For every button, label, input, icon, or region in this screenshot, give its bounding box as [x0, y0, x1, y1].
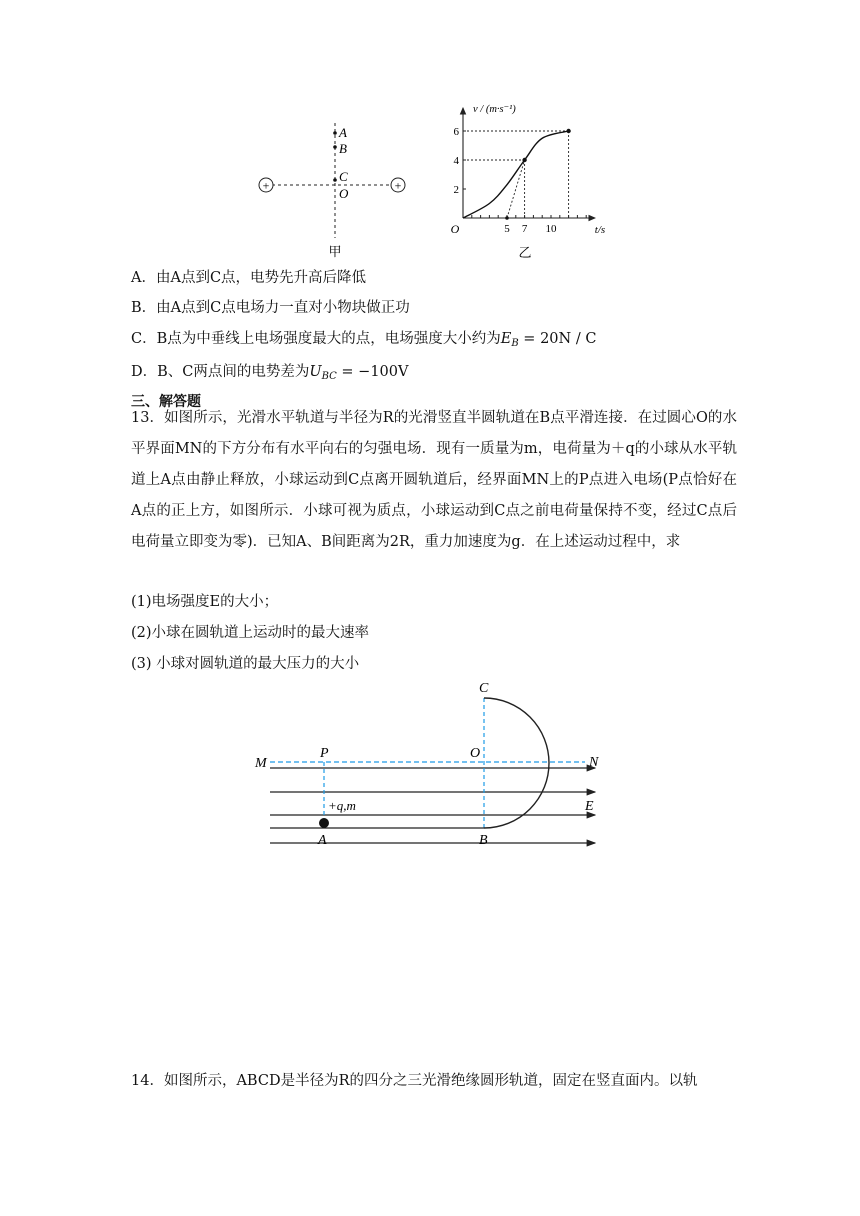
x-tick-label: 10: [545, 223, 557, 235]
figure-yi-chart: [450, 100, 620, 265]
figure-jia: [250, 118, 420, 268]
svg-text:B: B: [479, 833, 488, 848]
section-title: 三、解答题: [131, 394, 201, 410]
question-13-text: 13．如图所示，光滑水平轨道与半径为R的光滑竖直半圆轨道在B点平滑连接．在过圆心O的水平界面MN的下方分布有水平向右的匀强电场．现有一质量为m，电荷量为＋q的小球从水平轨道上A点由静止释放，小球运动到C点离开圆轨道后，经界面MN上的P点进入电场(P点恰好在A点的正上方，如图所示．小球可视为质点，小球运动到C点之前电荷量保持不变，经过C点后电荷量立即变为零)．已知A、B间距离为2R，重力加速度为g．在上述运动过程中，求: [131, 410, 737, 550]
semicircle-track: [484, 698, 549, 828]
option-c: C．B点为中垂线上电场强度最大的点，电场强度大小约为$E_B = 20N / C$: [131, 331, 597, 349]
point-o-label: O: [339, 186, 349, 201]
figure-yi-caption: 乙: [518, 245, 532, 260]
option-d: D．B、C两点间的电势差为$U_{BC} = -100V$: [131, 364, 409, 382]
positive-charge-right: [391, 178, 405, 193]
marked-point: [522, 158, 526, 162]
y-tick-label: 4: [453, 155, 459, 167]
option-b: B．由A点到C点电场力一直对小物块做正功: [131, 300, 410, 316]
option-a: A．由A点到C点，电势先升高后降低: [131, 270, 367, 286]
svg-text:O: O: [470, 746, 481, 761]
point-b-label: B: [339, 141, 347, 156]
question-13-sub-1: (1)电场强度E的大小；: [131, 594, 279, 610]
svg-text:N: N: [589, 755, 599, 770]
question-14-text: 14．如图所示，ABCD是半径为R的四分之三光滑绝缘圆形轨道，固定在竖直面内。以轨: [131, 1073, 698, 1089]
point-a-label: A: [339, 125, 347, 140]
positive-charge-left: [259, 178, 273, 193]
svg-text:+: +: [262, 178, 270, 193]
charged-ball: [319, 818, 329, 828]
y-tick-label: 6: [453, 126, 459, 138]
question-13-sub-2: (2)小球在圆轨道上运动时的最大速率: [131, 625, 370, 641]
figure-q13: [250, 676, 610, 852]
y-axis-label: v / (m·s⁻¹): [473, 104, 516, 115]
velocity-curve: [463, 131, 569, 218]
svg-text:P: P: [320, 746, 329, 761]
origin-label: O: [450, 222, 460, 236]
svg-text:+q,m: +q,m: [328, 798, 356, 813]
svg-text:A: A: [318, 833, 327, 848]
svg-text:E: E: [585, 799, 594, 814]
svg-text:M: M: [255, 756, 267, 771]
x-tick-label: 5: [504, 223, 510, 235]
point-c-label: C: [339, 169, 348, 184]
marked-point: [566, 129, 570, 133]
x-tick-label: 7: [521, 223, 528, 235]
figure-jia-caption: 甲: [328, 244, 342, 259]
tangent-foot-point: [505, 216, 509, 220]
question-13-sub-3: (3) 小球对圆轨道的最大压力的大小: [131, 656, 360, 672]
tangent-line: [507, 160, 525, 218]
y-tick-label: 2: [453, 184, 459, 196]
svg-text:C: C: [479, 681, 489, 696]
svg-text:+: +: [394, 178, 402, 193]
x-axis-label: t/s: [594, 224, 606, 236]
